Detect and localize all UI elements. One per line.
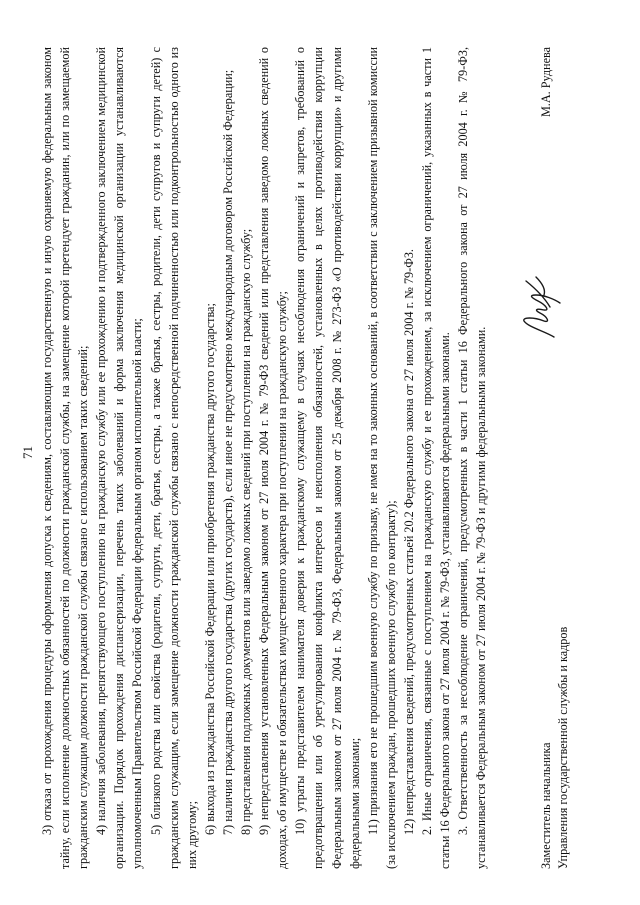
paragraph-part-2: 2. Иные ограничения, связанные с поступлением на гражданскую службу и ее прохождением, за исключением ограничений, указанных в части 1 статьи 16 Федерального закона от 27 июля 2004 г. № 79-ФЗ, устанавливаются федеральными законами. xyxy=(419,47,453,869)
signatory-name: М.А. Руднева xyxy=(539,47,553,118)
paragraph-item-12: 12) непредставления сведений, предусмотренных статьей 20.2 Федерального закона от 27 июля 2004 г. № 79-ФЗ. xyxy=(401,249,416,835)
signatory-position-line-1: Заместитель начальника xyxy=(539,742,553,869)
paragraph-item-9: 9) непредставления установленных Федеральным законом от 27 июля 2004 г. № 79-ФЗ сведений или представления заведомо ложных сведений о доходах, об имуществе и обязательствах имущественного характера при поступлении на гражданскую службу; xyxy=(257,47,290,869)
paragraph-item-11: 11) признания его не прошедшим военную службу по призыву, не имея на то законных оснований, в соответствии с заключением призывной комиссии (за исключением граждан, прошедших военную службу по контракту); xyxy=(365,47,398,869)
paragraph-part-3: 3. Ответственность за несоблюдение ограничений, предусмотренных в части 1 статьи 16 Федерального закона от 27 июля 2004 г. № 79-ФЗ, устанавливается Федеральным законом от 27 июля 2004 г. № 79-ФЗ и другими федеральными законами. xyxy=(456,47,489,869)
paragraph-item-5: 5) близкого родства или свойства (родители, супруги, дети, братья, сестры, а также братья, сестры, родители, дети супругов и супруги детей) с гражданским служащим, если замещение должности гражданской службы связано с непосредственной подчиненностью или подконтрольностью одного из них другому; xyxy=(148,47,199,869)
paragraph-item-3: 3) отказа от прохождения процедуры оформления допуска к сведениям, составляющим государственную и иную охраняемую федеральным законом тайну, если исполнение должностных обязанностей по должности гражданской службы, на замещение которой претендует гражданин, или по замещаемой гражданским служащим должности гражданской службы связано с использованием таких сведений; xyxy=(40,47,91,869)
signatory-position xyxy=(538,627,572,869)
paragraph-item-4: 4) наличия заболевания, препятствующего поступлению на гражданскую службу или ее прохождению и подтвержденного заключением медицинской организации. Порядок прохождения диспансеризации, перечень таких заболеваний и форма заключения медицинской организации устанавливаются уполномоченным Правительством Российской Федерации федеральным органом исполнительной власти; xyxy=(94,47,145,869)
signature-block xyxy=(530,47,586,869)
paragraph-item-6: 6) выхода из гражданства Российской Федерации или приобретения гражданства другого государства; xyxy=(202,303,217,835)
signatory-position-line-2: Управления государственной службы и кадров xyxy=(556,626,570,869)
document-body xyxy=(38,47,490,869)
handwritten-signature xyxy=(514,271,566,341)
paragraph-item-7: 7) наличия гражданства другого государства (других государств), если иное не предусмотрено международным договором Российской Федерации; xyxy=(220,69,235,835)
page-number: 71 xyxy=(20,446,35,459)
paragraph-item-10: 10) утраты представителем нанимателя доверия к гражданскому служащему в случаях несоблюдения ограничений и запретов, требований о предотвращении или об урегулировании конфликта интересов и неисполнения обязанностей, установленных в целях противодействия коррупции Федеральным законом от 27 июля 2004 г. № 79-ФЗ, Федеральным законом от 25 декабря 2008 г. № 273-ФЗ «О противодействии коррупции» и другими федеральными законами; xyxy=(293,47,362,869)
paragraph-item-8: 8) представления подложных документов или заведомо ложных сведений при поступлении на гражданскую службу; xyxy=(239,228,254,835)
